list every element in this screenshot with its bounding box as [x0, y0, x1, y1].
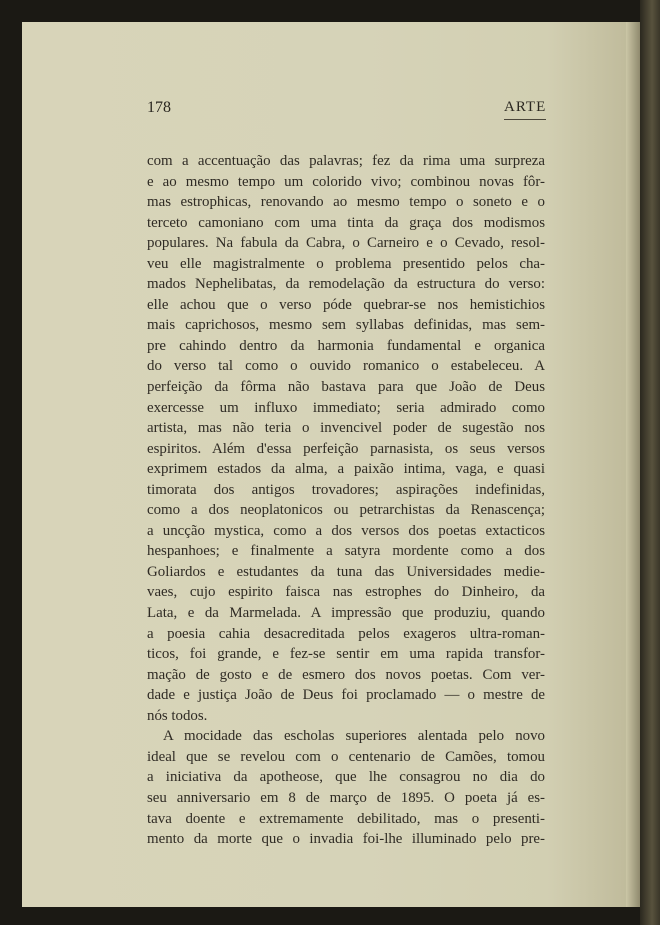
text-line: a uncção mystica, como a dos versos dos poetas extacticos [147, 522, 545, 539]
text-line: vaes, cujo espirito faisca nas estrophes do Dinheiro, da [147, 584, 545, 601]
text-line: ticos, foi grande, e fez-se sentir em uma rapida transfor- [147, 646, 545, 663]
text-line: como a dos neoplatonicos ou petrarchistas da Renascença; [147, 502, 545, 519]
page-number: 178 [147, 99, 171, 116]
text-line: veu elle magistralmente o problema presentido pelos cha- [147, 255, 545, 272]
book-binding [640, 0, 660, 925]
text-line: a iniciativa da apotheose, que lhe consagrou no dia do [147, 769, 545, 786]
text-line: pre cahindo dentro da harmonia fundamental e organica [147, 337, 545, 354]
text-line: perfeição da fôrma não bastava para que João de Deus [147, 379, 545, 396]
text-line: timorata dos antigos trovadores; aspirações indefinidas, [147, 481, 545, 498]
running-title: ARTE [504, 99, 547, 115]
text-line: a poesia cahia desacreditada pelos exageros ultra-roman- [147, 625, 545, 642]
paragraph-start-line: A mocidade das escholas superiores alentada pelo novo [163, 728, 545, 745]
running-title-rule [504, 119, 546, 120]
text-line: mados Nephelibatas, da remodelação da estructura do verso: [147, 276, 545, 293]
text-line: tava doente e extremamente debilitado, mas o presenti- [147, 810, 545, 827]
text-line: mação de gosto e de esmero dos novos poetas. Com ver- [147, 666, 545, 683]
text-line: hespanhoes; e finalmente a satyra mordente como a dos [147, 543, 545, 560]
body-text [147, 151, 545, 850]
text-line: exprimem estados da alma, a paixão intima, vaga, e quasi [147, 461, 545, 478]
text-line: ideal que se revelou com o centenario de Camões, tomou [147, 748, 545, 765]
text-line: seu anniversario em 8 de março de 1895. O poeta já es- [147, 789, 545, 806]
text-line: populares. Na fabula da Cabra, o Carneiro e o Cevado, resol- [147, 235, 545, 252]
text-line: artista, mas não teria o invencivel poder de sugestão nos [147, 420, 545, 437]
paragraph-end-line: nós todos. [147, 707, 208, 724]
text-line: com a accentuação das palavras; fez da rima uma surpreza [147, 153, 545, 169]
text-line: do verso tal como o ouvido romanico o estabeleceu. A [147, 358, 545, 375]
text-line: e ao mesmo tempo um colorido vivo; combinou novas fôr- [147, 173, 545, 190]
text-line: Lata, e da Marmelada. A impressão que produziu, quando [147, 605, 545, 622]
text-line: mento da morte que o invadia foi-lhe illuminado pelo pre- [147, 831, 545, 848]
text-line: elle achou que o verso póde quebrar-se nos hemistichios [147, 296, 545, 313]
text-line: Goliardos e estudantes da tuna das Universidades medie- [147, 563, 545, 580]
text-line: terceto camoniano com uma tinta da graça dos modismos [147, 214, 545, 231]
page-edge-shadow [626, 22, 640, 907]
text-line: exercesse um influxo immediato; seria admirado como [147, 399, 545, 416]
text-line: espiritos. Além d'essa perfeição parnasista, os seus versos [147, 440, 545, 457]
text-line: dade e justiça João de Deus foi proclamado — o mestre de [147, 687, 545, 704]
text-line: mas estrophicas, renovando ao mesmo tempo o soneto e o [147, 194, 545, 211]
text-line: mais caprichosos, mesmo sem syllabas definidas, mas sem- [147, 317, 545, 334]
